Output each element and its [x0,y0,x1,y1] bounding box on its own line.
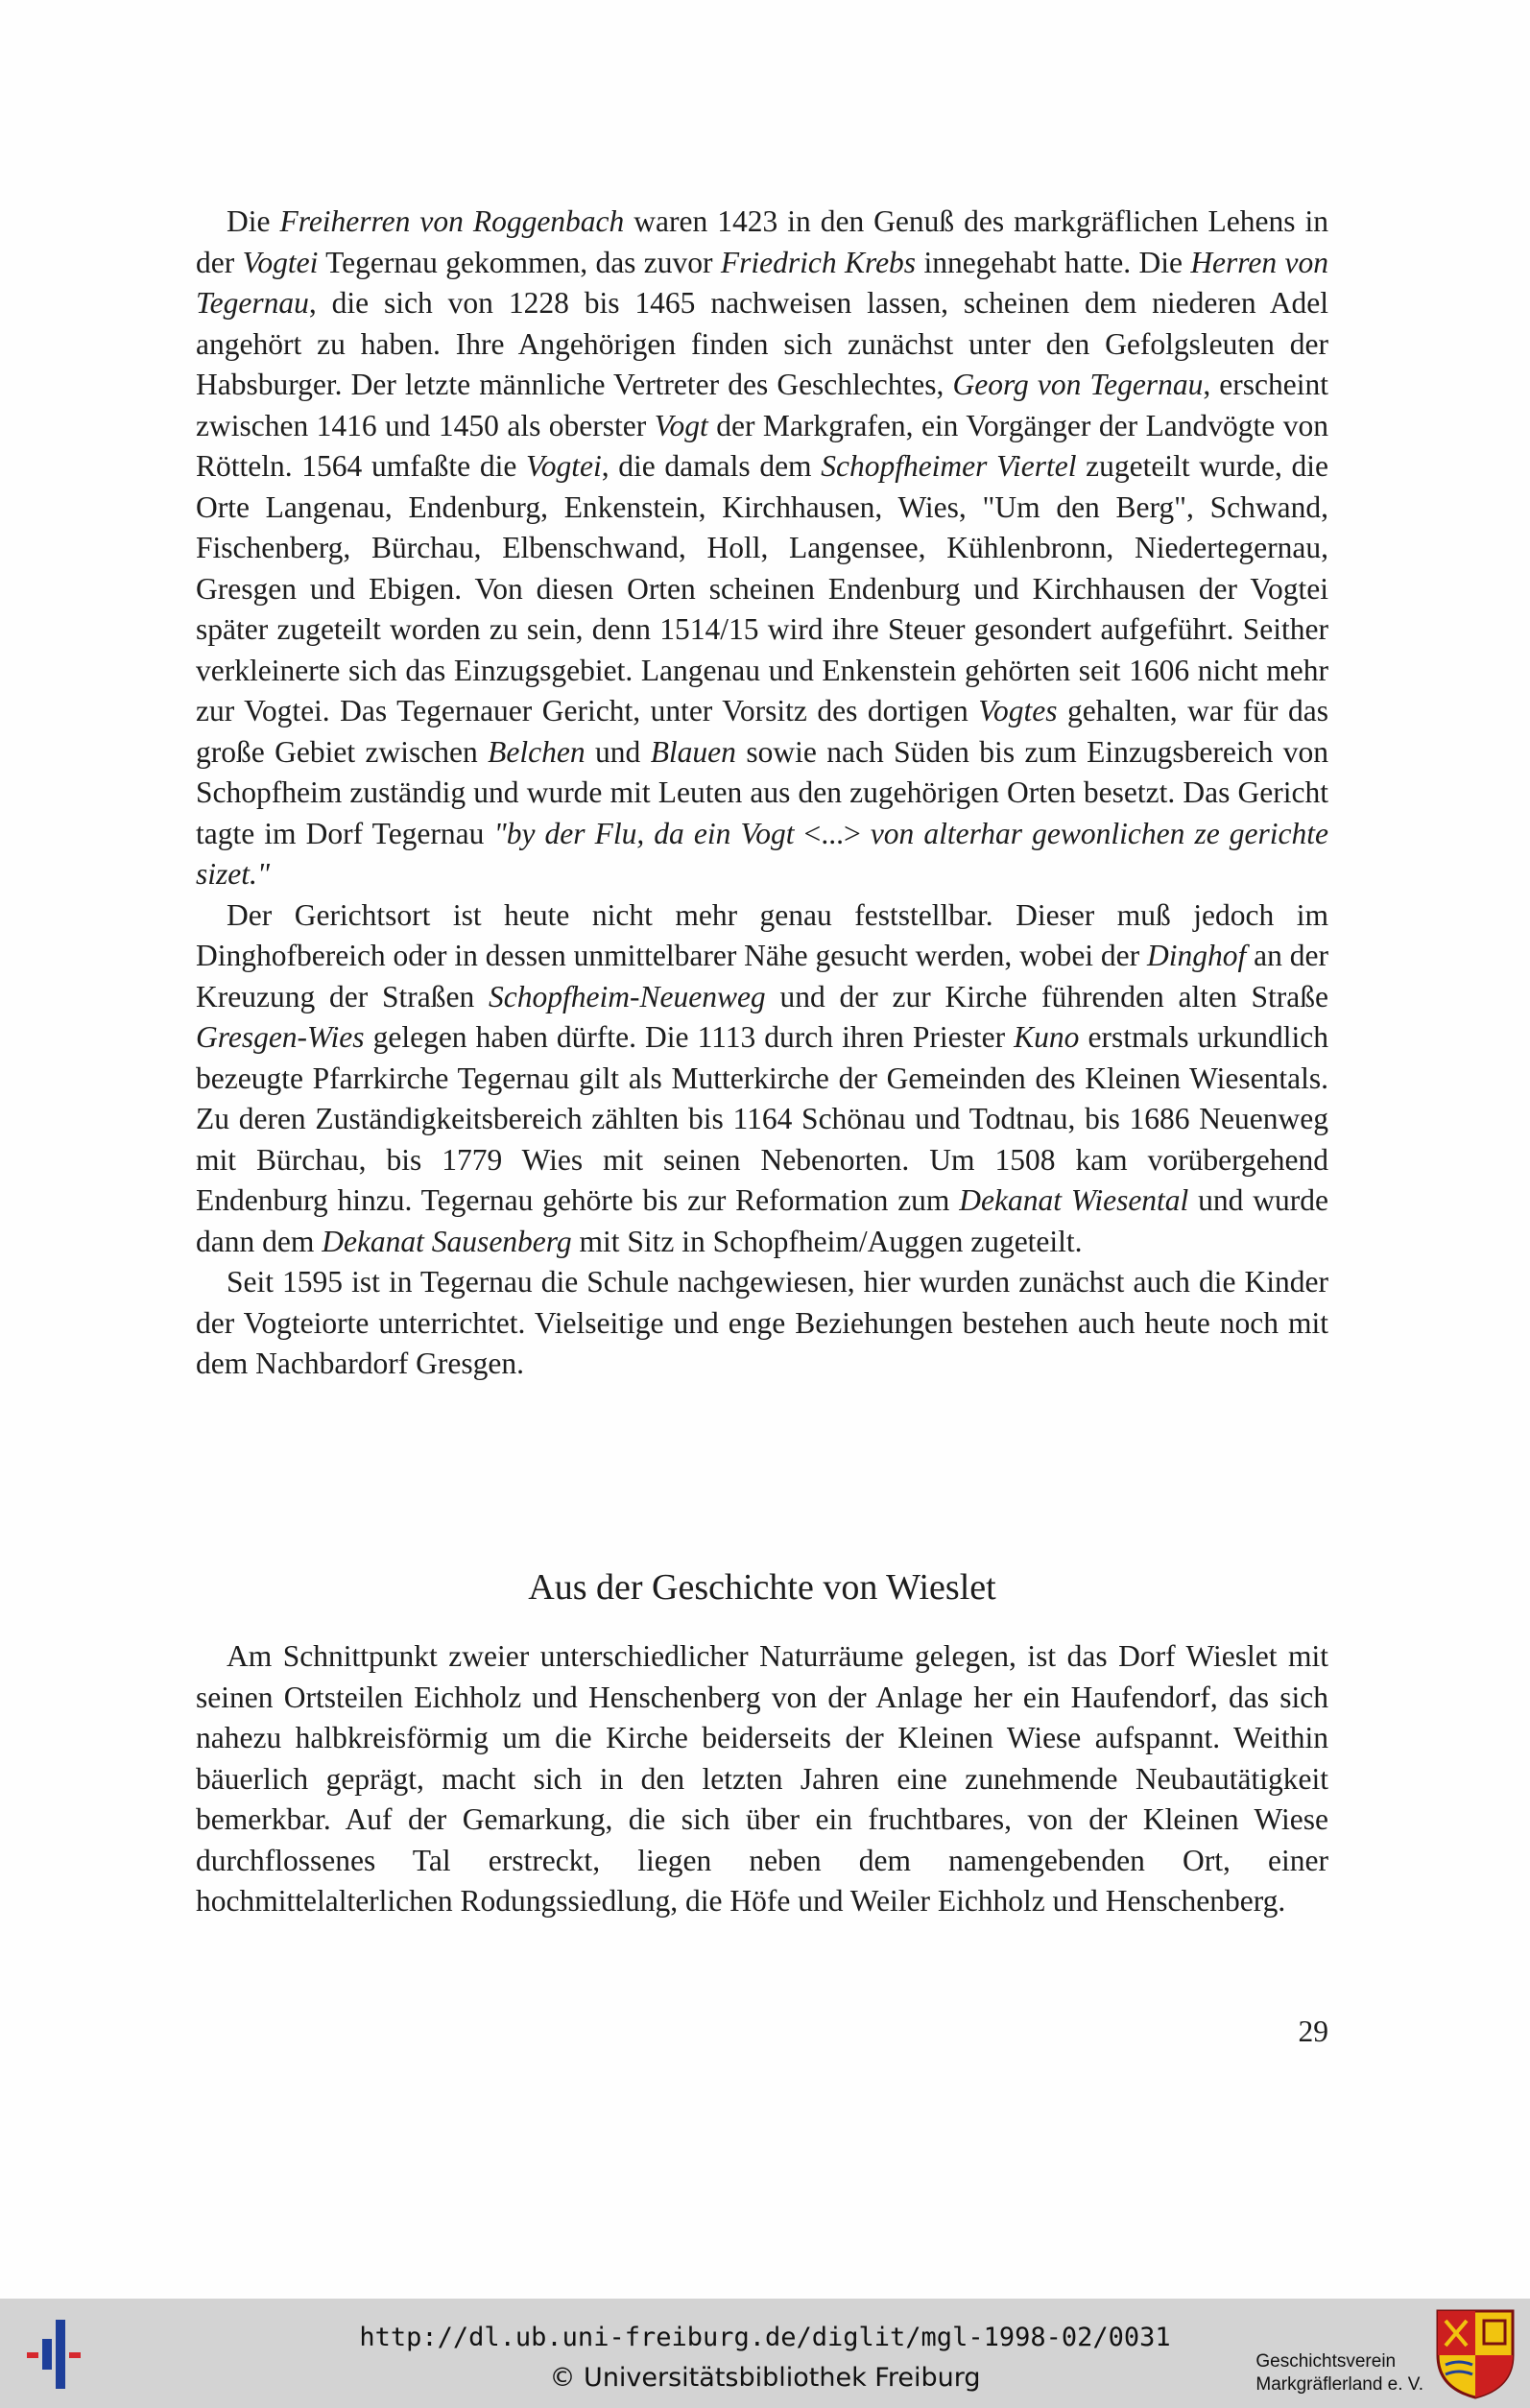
paragraph: Der Gerichtsort ist heute nicht mehr genau feststellbar. Dieser muß jedoch im Dinghofbereich oder in dessen unmittelbarer Nähe gesucht werden, wobei der Dinghof an der Kreuzung der Straßen Schopfheim-Neuenweg und der zur Kirche führenden alten Straße Gresgen-Wies gelegen haben dürfte. Die 1113 durch ihren Priester Kuno erstmals urkundlich bezeugte Pfarrkirche Tegernau gilt als Mutterkirche der Gemeinden des Kleinen Wiesentals. Zu deren Zuständigkeitsbereich zählten bis 1164 Schönau und Todtnau, bis 1686 Neuenweg mit Bürchau, bis 1779 Wies mit seinen Nebenorten. Um 1508 kam vorübergehend Endenburg hinzu. Tegernau gehörte bis zur Reformation zum Dekanat Wiesental und wurde dann dem Dekanat Sausenberg mit Sitz in Schopfheim/Auggen zugeteilt. [196,897,1328,1258]
page-number: 29 [1298,2015,1328,2048]
text-block-tegernau [196,202,1328,1385]
society-name [1255,2350,1423,2396]
society-line: Geschichtsverein [1255,2351,1397,2372]
paragraph: Am Schnittpunkt zweier unterschiedlicher Naturräume gelegen, ist das Dorf Wieslet mit seinen Ortsteilen Eichholz und Henschenberg von der Anlage her ein Haufendorf, das sich nahezu halbkreisförmig um die Kirche beiderseits der Kleinen Wiese aufspannt. Weithin bäuerlich geprägt, macht sich in den letzten Jahren eine zunehmende Neubautätigkeit bemerkbar. Auf der Gemarkung, die sich über ein fruchtbares, von der Kleinen Wiese durchflossenes Tal erstreckt, liegen neben dem namengebenden Ort, einer hochmittelalterlichen Rodungssiedlung, die Höfe und Weiler Eichholz und Henschenberg. [196,1639,1328,1918]
section-heading: Aus der Geschichte von Wieslet [528,1567,996,1608]
text-block-wieslet [196,1636,1328,1922]
paragraph: Seit 1595 ist in Tegernau die Schule nachgewiesen, hier wurden zunächst auch die Kinder der Vogteiorte unterrichtet. Vielseitige und enge Beziehungen bestehen auch heute noch mit dem Nachbardorf Gresgen. [196,1265,1328,1380]
paragraph: Die Freiherren von Roggenbach waren 1423 in den Genuß des markgräflichen Lehens in der Vogtei Tegernau gekommen, das zuvor Friedrich Krebs innegehabt hatte. Die Herren von Tegernau, die sich von 1228 bis 1465 nachweisen lassen, scheinen dem niederen Adel angehört zu haben. Ihre Angehörigen finden sich zunächst unter den Gefolgsleuten der Habsburger. Der letzte männliche Vertreter des Geschlechtes, Georg von Tegernau, erscheint zwischen 1416 und 1450 als oberster Vogt der Markgrafen, ein Vorgänger der Landvögte von Rötteln. 1564 umfaßte die Vogtei, die damals dem Schopfheimer Viertel zugeteilt wurde, die Orte Langenau, Endenburg, Enkenstein, Kirchhausen, Wies, "Um den Berg", Schwand, Fischenberg, Bürchau, Elbenschwand, Holl, Langensee, Kühlenbronn, Niedertegernau, Gresgen und Ebigen. Von diesen Orten scheinen Endenburg und Kirchhausen der Vogtei später zugeteilt worden zu sein, denn 1514/15 wird ihre Steuer gesondert aufgeführt. Seither verkleinerte sich das Einzugsgebiet. Langenau und Enkenstein gehörten seit 1606 nicht mehr zur Vogtei. Das Tegernauer Gericht, unter Vorsitz des dortigen Vogtes gehalten, war für das große Gebiet zwischen Belchen und Blauen sowie nach Süden bis zum Einzugsbereich von Schopfheim zuständig und wurde mit Leuten aus den zugehörigen Orten besetzt. Das Gericht tagte im Dorf Tegernau "by der Flu, da ein Vogt <...> von alterhar gewonlichen ze gerichte sizet." [196,204,1328,891]
society-line: Markgräflerland e. V. [1255,2374,1423,2395]
footer-url-link[interactable]: http://dl.ub.uni-freiburg.de/diglit/mgl-1998-02/0031 [359,2323,1171,2352]
footer-copyright: © Universitätsbibliothek Freiburg [549,2363,981,2393]
coat-of-arms-icon[interactable] [1434,2307,1517,2399]
